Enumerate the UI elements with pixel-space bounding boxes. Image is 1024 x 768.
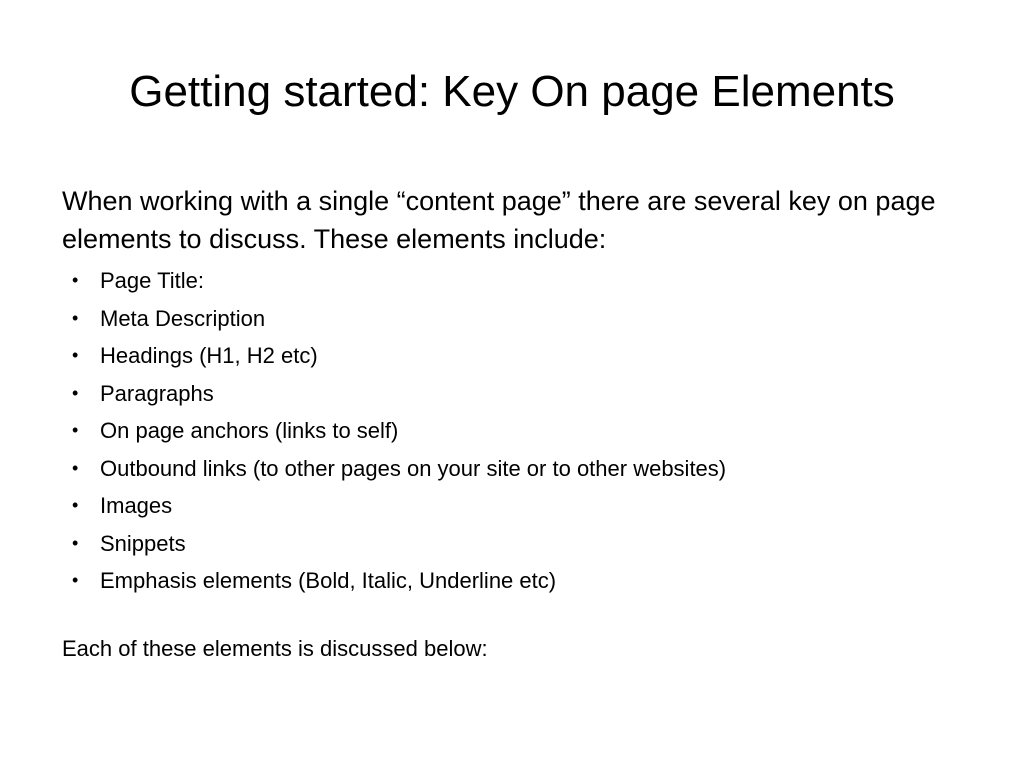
list-item	[62, 375, 972, 413]
list-item	[62, 525, 972, 563]
bullet-icon: •	[72, 457, 79, 478]
bullet-icon: •	[72, 307, 79, 328]
list-item	[62, 300, 972, 338]
list-item-text: Emphasis elements (Bold, Italic, Underline etc)	[100, 568, 557, 593]
list-item	[62, 562, 972, 600]
list-item-text: Page Title:	[100, 268, 204, 293]
bullet-icon: •	[72, 345, 79, 365]
list-item	[62, 412, 972, 450]
list-item	[62, 262, 972, 300]
list-item-text: Paragraphs	[100, 380, 214, 406]
outro-paragraph: Each of these elements is discussed below:	[62, 635, 488, 661]
list-item	[62, 450, 972, 488]
bullet-icon: •	[72, 270, 79, 290]
bullet-list	[62, 262, 972, 600]
bullet-icon: •	[72, 420, 79, 440]
list-item-text: Images	[100, 493, 173, 518]
bullet-icon: •	[72, 382, 79, 403]
list-item	[62, 337, 972, 375]
list-item-text: On page anchors (links to self)	[100, 418, 399, 443]
list-item-text: Snippets	[100, 530, 186, 556]
list-item	[62, 487, 972, 525]
intro-paragraph: When working with a single “content page” there are several key on page elements to discuss. These elements include:	[62, 186, 936, 254]
list-item-text: Meta Description	[100, 305, 266, 331]
list-item-text: Headings (H1, H2 etc)	[100, 343, 318, 368]
list-item-text: Outbound links (to other pages on your site or to other websites)	[100, 455, 727, 481]
slide-body	[62, 182, 972, 667]
bullet-icon: •	[72, 495, 79, 515]
slide-title: Getting started: Key On page Elements	[129, 67, 895, 116]
bullet-icon: •	[72, 532, 79, 553]
bullet-icon: •	[72, 570, 79, 590]
